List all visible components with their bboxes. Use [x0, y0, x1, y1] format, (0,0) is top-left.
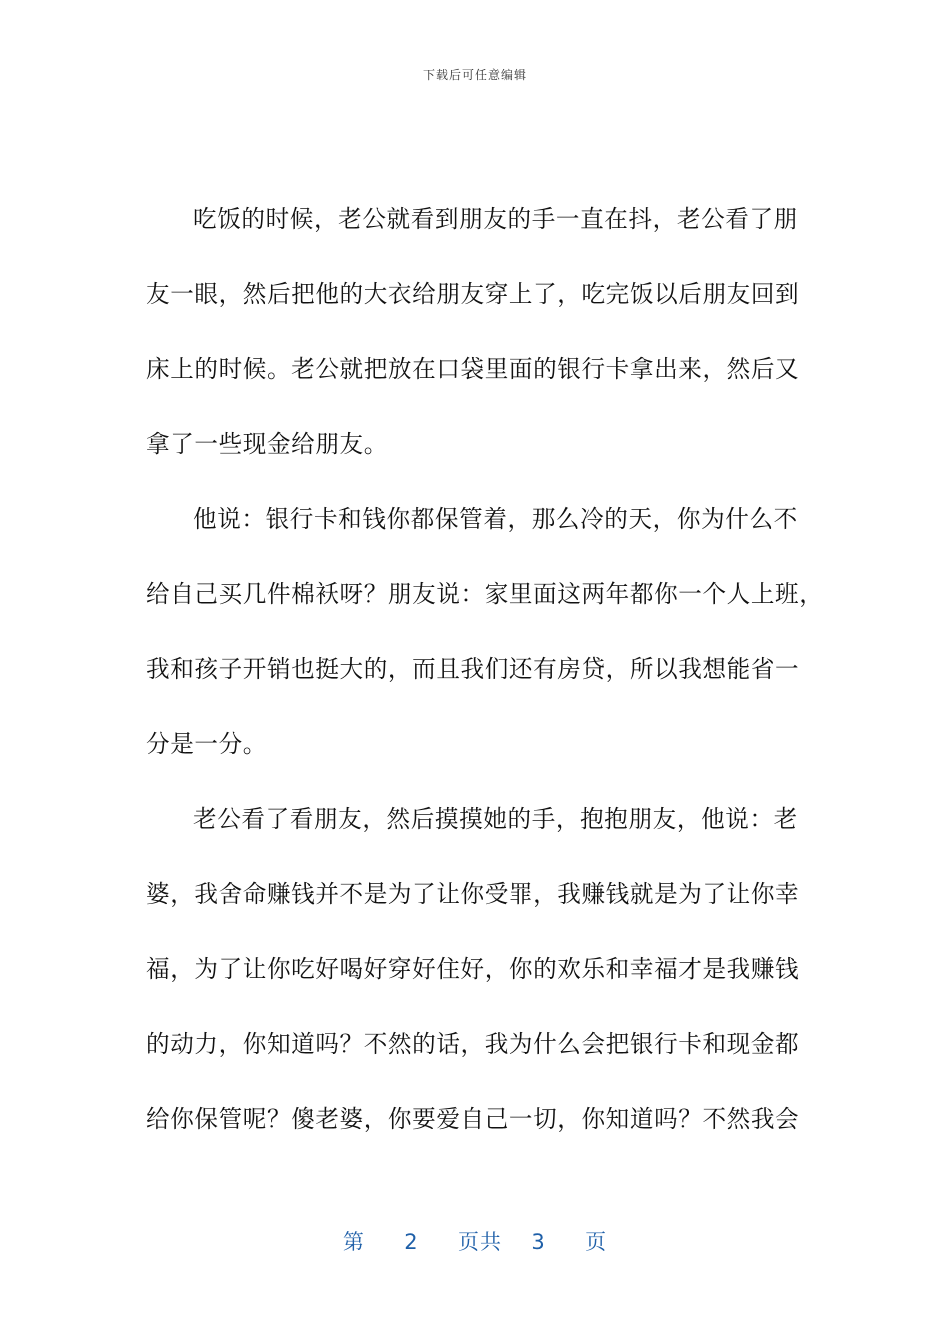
- text-line: 婆，我舍命赚钱并不是为了让你受罪，我赚钱就是为了让你幸: [146, 880, 800, 908]
- footer-suffix: 页: [585, 1230, 608, 1254]
- text-line: 福，为了让你吃好喝好穿好住好，你的欢乐和幸福才是我赚钱: [146, 955, 800, 983]
- footer-middle: 页共: [458, 1230, 502, 1254]
- text-line: 给自己买几件棉袄呀？朋友说：家里面这两年都你一个人上班，: [146, 580, 824, 608]
- current-page-number: 2: [404, 1230, 419, 1254]
- total-pages-number: 3: [531, 1230, 546, 1254]
- text-line: 的动力，你知道吗？不然的话，我为什么会把银行卡和现金都: [146, 1030, 800, 1058]
- footer-prefix: 第: [342, 1230, 365, 1254]
- text-line: 吃饭的时候，老公就看到朋友的手一直在抖，老公看了朋: [193, 205, 798, 233]
- document-body: [146, 199, 824, 1174]
- paragraph-1: [146, 199, 806, 499]
- text-line: 我和孩子开销也挺大的，而且我们还有房贷，所以我想能省一: [146, 655, 800, 683]
- text-line: 给你保管呢？傻老婆，你要爱自己一切，你知道吗？不然我会: [146, 1105, 800, 1133]
- text-line: 老公看了看朋友，然后摸摸她的手，抱抱朋友，他说：老: [193, 805, 798, 833]
- text-line: 分是一分。: [146, 730, 267, 758]
- paragraph-2: [146, 499, 824, 799]
- text-line: 床上的时候。老公就把放在口袋里面的银行卡拿出来，然后又: [146, 355, 800, 383]
- page-header: 下载后可任意编辑: [422, 68, 527, 82]
- text-line: 他说：银行卡和钱你都保管着，那么冷的天，你为什么不: [193, 505, 798, 533]
- text-line: 友一眼，然后把他的大衣给朋友穿上了，吃完饭以后朋友回到: [146, 280, 800, 308]
- page-number-footer: [0, 1226, 950, 1256]
- text-line: 拿了一些现金给朋友。: [146, 430, 388, 458]
- paragraph-3: [146, 799, 806, 1174]
